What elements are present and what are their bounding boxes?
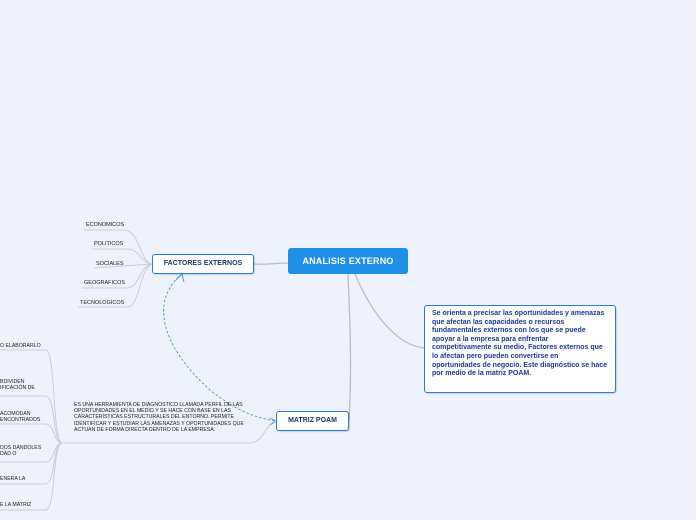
factor-item-geograficos[interactable]: GEOGRAFICOS — [84, 280, 125, 286]
relationship-dashed-arrow — [164, 274, 276, 421]
matriz-step-1[interactable]: O ELABORARLO — [0, 343, 41, 349]
connector-central-factores — [254, 263, 288, 264]
matriz-step-2[interactable]: BDIVIDEN IFICACIÓN DE — [0, 379, 35, 392]
connector-central-matriz — [348, 274, 351, 420]
factor-item-tecnologicos[interactable]: TECNOLOGICOS — [80, 300, 125, 306]
matriz-step-4[interactable]: DOS DÁNDOLES DAD O — [0, 445, 42, 458]
factor-item-economicos[interactable]: ECONOMICOS — [86, 222, 125, 228]
matriz-step-6[interactable]: E LA MATRIZ — [0, 502, 32, 508]
matriz-poam-node[interactable]: MATRIZ POAM — [276, 411, 349, 431]
central-topic[interactable]: ANALISIS EXTERNO — [288, 248, 408, 274]
matriz-step-5[interactable]: ENERA LA — [0, 476, 26, 482]
factor-item-sociales[interactable]: SOCIALES — [96, 261, 124, 267]
matriz-step-3[interactable]: ACOMODAN ENCONTRADOS — [0, 411, 41, 424]
factores-externos-node[interactable]: FACTORES EXTERNOS — [152, 254, 254, 274]
connector-definition-steps — [0, 350, 62, 510]
description-node[interactable]: Se orienta a precisar las oportunidades y amenazas que afectan las capacidades o recursos fundamentales externos con los que se puede apoyar a la empresa para enfrentar competitivamente su medio, Factores externos que lo afectan pero pueden convertirse en oportunidades de negocio. Este diagnóstico se hace por medio de la matriz POAM. — [424, 305, 616, 393]
matriz-definition-text[interactable]: ES UNA HERRAMIENTA DE DIAGNOSTICO LLAMADA PERFIL DE LAS OPORTUNIDADES EN EL MEDIO Y SE HACE CON BASE EN LAS CARACTERÍSTICAS ESTRUCTURALES DEL ENTORNO. PERMITE IDENTIFICAR Y ESTUDIAR LAS AMENAZAS Y OPORTUNIDADES QUE ACTUAN DE FORMA DIRECTA DENTRO DE LA EMPRESA. — [74, 402, 244, 433]
factor-item-politicos[interactable]: POLITICOS — [94, 241, 124, 247]
connector-central-description — [355, 274, 424, 348]
